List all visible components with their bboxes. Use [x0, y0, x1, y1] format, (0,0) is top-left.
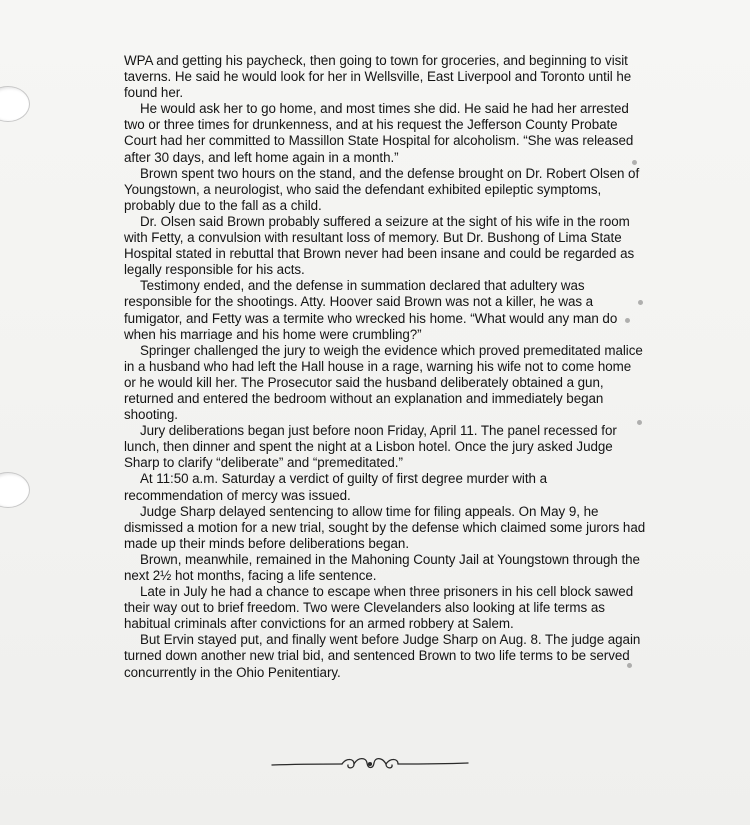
- paragraph: At 11:50 a.m. Saturday a verdict of guilty of first degree murder with a recommendation of mercy was issued.: [124, 471, 547, 503]
- paragraph: But Ervin stayed put, and finally went before Judge Sharp on Aug. 8. The judge again turned down another new trial bid, and sentenced Brown to two life terms to be served concurrently in the Ohio Penitentiary.: [124, 632, 641, 680]
- paragraph: Brown spent two hours on the stand, and the defense brought on Dr. Robert Olsen of Youngstown, a neurologist, who said the defendant exhibited epileptic symptoms, probably due to the fall as a child.: [124, 165, 640, 213]
- paragraph: Testimony ended, and the defense in summation declared that adultery was responsible for the shootings. Atty. Hoover said Brown was not a killer, he was a fumigator, and Fetty was a termite who wrecked his home. “What would any man do when his marriage and his home were crumbling?”: [124, 278, 618, 342]
- scroll-flourish-divider-icon: [270, 752, 470, 776]
- paragraph: Springer challenged the jury to weigh the evidence which proved premeditated malice in a husband who had left the Hall house in a rage, warning his wife not to come home or he would kill her. The Prosecutor said the husband deliberately obtained a gun, returned and entered the bedroom without an explanation and immediately began shooting.: [124, 342, 643, 423]
- paragraph: WPA and getting his paycheck, then going to town for groceries, and beginning to visit taverns. He said he would look for her in Wellsville, East Liverpool and Toronto until he found her.: [124, 53, 632, 101]
- paragraph: He would ask her to go home, and most times she did. He said he had her arrested two or three times for drunkenness, and at his request the Jefferson County Probate Court had her committed to Massillon State Hospital for alcoholism. “She was released after 30 days, and left home again in a month.”: [124, 101, 634, 165]
- paragraph: Brown, meanwhile, remained in the Mahoning County Jail at Youngstown through the next 2½ hot months, facing a life sentence.: [124, 551, 640, 583]
- paragraph: Dr. Olsen said Brown probably suffered a seizure at the sight of his wife in the room with Fetty, a convulsion with resultant loss of memory. But Dr. Bushong of Lima State Hospital stated in rebuttal that Brown never had been insane and could be regarded as legally responsible for his acts.: [124, 213, 635, 278]
- paragraph: Judge Sharp delayed sentencing to allow time for filing appeals. On May 9, he dismissed a motion for a new trial, sought by the defense which claimed some jurors had made up their minds before deliberations began.: [124, 503, 646, 551]
- paragraph: Jury deliberations began just before noon Friday, April 11. The panel recessed for lunch, then dinner and spent the night at a Lisbon hotel. Once the jury asked Judge Sharp to clarify “deliberate” and “premeditated.”: [124, 423, 617, 471]
- punch-hole-top: [0, 86, 30, 122]
- paragraph: Late in July he had a chance to escape when three prisoners in his cell block sawed their way out to brief freedom. Two were Clevelanders also looking at life terms as habitual criminals after convictions for an armed robbery at Salem.: [124, 584, 634, 632]
- article-body: [124, 53, 646, 681]
- punch-hole-bottom: [0, 472, 30, 508]
